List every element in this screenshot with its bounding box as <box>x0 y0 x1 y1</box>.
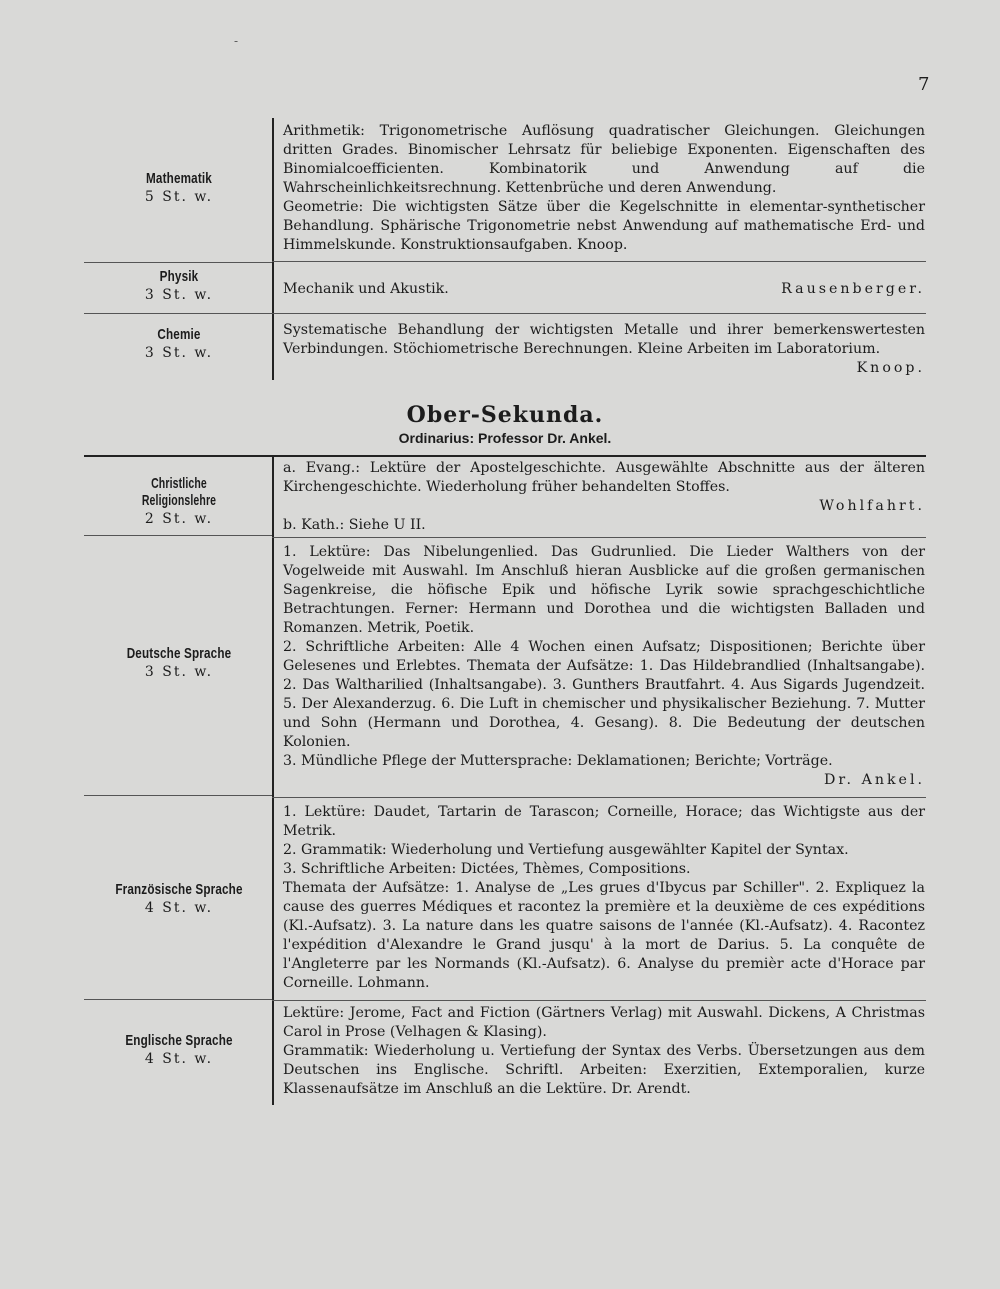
subject-hours: 3 St. w. <box>144 345 214 361</box>
content-line: 1. Lektüre: Das Nibelungenlied. Das Gudrunlied. Die Lieder Walthers von der Vogelweide mit Auswahl. Im Anschluß hieran Ausblicke auf die großen germanischen Sagenkreise, die höfische Epik und höfische Lyrik sowie sprachgeschichtliche Betrachtungen. Ferner: Hermann und Dorothea und die wichtigsten Balladen und Romanzen. Metrik, Poetik. <box>283 544 925 636</box>
ordinarius-line: Ordinarius: Professor Dr. Ankel. <box>398 430 612 446</box>
subject-hours: 2 St. w. <box>144 511 214 527</box>
subject-name: Deutsche Sprache <box>126 645 232 662</box>
page-number: 7 <box>918 74 930 95</box>
subject-content <box>283 459 925 535</box>
content-line: Arithmetik: Trigonometrische Auflösung quadratischer Gleichungen. Gleichungen dritten Grades. Binomischer Lehrsatz für beliebige Exponenten. Eigenschaften des Binomialcoefficienten. Kombinatorik und Anwendung auf die Wahrscheinlichkeitsrechnung. Kettenbrüche und deren Anwendung. <box>283 123 925 196</box>
content-line: Lektüre: Jerome, Fact and Fiction (Gärtners Verlag) mit Auswahl. Dickens, A Christmas Carol in Prose (Velhagen & Klasing). <box>283 1005 925 1040</box>
section-title: Ober-Sekunda. <box>406 402 604 428</box>
subject-cell <box>84 326 274 361</box>
subject-content <box>283 122 925 255</box>
subject-content <box>283 803 925 993</box>
content-line: 1. Lektüre: Daudet, Tartarin de Tarascon; Corneille, Horace; das Wichtigste aus der Metrik. <box>283 804 925 839</box>
subject-hours: 3 St. w. <box>144 664 214 680</box>
column-divider <box>272 455 274 1105</box>
page-mark: - <box>234 34 239 48</box>
teacher-name: Knoop. <box>856 360 925 376</box>
row-divider <box>272 797 926 798</box>
teacher-name: Rausenberger. <box>781 281 925 297</box>
subject-content <box>283 280 925 299</box>
row-divider <box>84 262 272 263</box>
subject-cell <box>84 475 274 527</box>
row-divider <box>272 313 926 314</box>
subject-name: Englische Sprache <box>125 1032 233 1049</box>
content-line: 3. Mündliche Pflege der Muttersprache: Deklamationen; Berichte; Vorträge. <box>283 753 833 769</box>
section-heading <box>84 402 926 446</box>
subject-content <box>283 543 925 790</box>
table-top-rule <box>84 455 926 457</box>
subject-hours: 4 St. w. <box>144 900 214 916</box>
content-line: Themata der Aufsätze: 1. Analyse de „Les grues d'Ibycus par Schiller". 2. Expliquez la cause des guerres Médiques et racontez la première et la deuxième de ces expéditions (Kl.-Aufsatz). 3. La nature dans les quatre saisons de l'année (Kl.-Aufsatz). 4. Racontez l'expédition d'Alexandre le Grand jusqu' à la mort de Darius. 5. La conquête de l'Angleterre par les Normands (Kl.-Aufsatz). 6. Analyse du premièr acte d'Horace par Corneille. Lohmann. <box>283 880 925 991</box>
row-divider <box>272 537 926 538</box>
row-divider <box>84 535 272 536</box>
subject-cell <box>84 881 274 916</box>
subject-name: Französische Sprache <box>115 881 243 898</box>
row-divider <box>84 313 272 314</box>
subject-cell <box>84 170 274 205</box>
subject-cell <box>84 268 274 303</box>
subject-name: Chemie <box>157 326 201 343</box>
subject-name: Mathematik <box>146 170 212 187</box>
top-section <box>84 118 926 380</box>
content-line: Systematische Behandlung der wichtigsten Metalle und ihrer bemerkenswertesten Verbindungen. Stöchiometrische Berechnungen. Kleine Arbeiten im Laboratorium. <box>283 322 925 357</box>
content-line: Geometrie: Die wichtigsten Sätze über die Kegelschnitte in elementar-synthetischer Behandlung. Sphärische Trigonometrie nebst Anwendung auf mathematische Erd- und Himmelskunde. Konstruktionsaufgaben. Knoop. <box>283 199 925 253</box>
content-line: a. Evang.: Lektüre der Apostelgeschichte. Ausgewählte Abschnitte aus der älteren Kirchengeschichte. Wiederholung früher behandelten Stoffes. <box>283 460 925 495</box>
content-text: Mechanik und Akustik. <box>283 281 449 297</box>
subject-hours: 4 St. w. <box>144 1051 214 1067</box>
subject-hours: 5 St. w. <box>144 189 214 205</box>
row-divider <box>84 795 272 796</box>
row-divider <box>84 999 272 1000</box>
teacher-name: Dr. Ankel. <box>823 772 925 788</box>
row-divider <box>272 1000 926 1001</box>
ober-sekunda-table <box>84 455 926 1105</box>
content-line: b. Kath.: Siehe U II. <box>283 517 426 533</box>
subject-name: Physik <box>159 268 199 285</box>
subject-hours: 3 St. w. <box>144 287 214 303</box>
content-line: 2. Grammatik: Wiederholung und Vertiefung ausgewählter Kapitel der Syntax. <box>283 842 849 858</box>
subject-name: Christliche Religionslehre <box>141 475 217 509</box>
teacher-name: Wohlfahrt. <box>819 498 925 514</box>
content-line: 2. Schriftliche Arbeiten: Alle 4 Wochen einen Aufsatz; Dispositionen; Berichte über Gelesenes und Erlebtes. Themata der Aufsätze: 1. Das Hildebrandlied (Inhaltsangabe). 2. Das Waltharilied (Inhaltsangabe). 3. Gunthers Brautfahrt. 4. Aus Sigards Jugendzeit. 5. Der Alexanderzug. 6. Die Luft in chemischer und physikalischer Beziehung. 7. Mutter und Sohn (Hermann und Dorothea, 4. Gesang). 8. Die Bedeutung der deutschen Kolonien. <box>283 639 925 750</box>
subject-content <box>283 321 925 378</box>
content-line: Grammatik: Wiederholung u. Vertiefung der Syntax des Verbs. Übersetzungen aus dem Deutschen ins Englische. Schriftl. Arbeiten: Exerzitien, Extemporalien, kurze Klassenaufsätze im Anschluß an die Lektüre. Dr. Arendt. <box>283 1043 925 1097</box>
content-line <box>283 280 925 299</box>
row-divider <box>272 261 926 262</box>
content-line: 3. Schriftliche Arbeiten: Dictées, Thèmes, Compositions. <box>283 861 691 877</box>
subject-cell <box>84 645 274 680</box>
subject-content <box>283 1004 925 1099</box>
subject-cell <box>84 1032 274 1067</box>
